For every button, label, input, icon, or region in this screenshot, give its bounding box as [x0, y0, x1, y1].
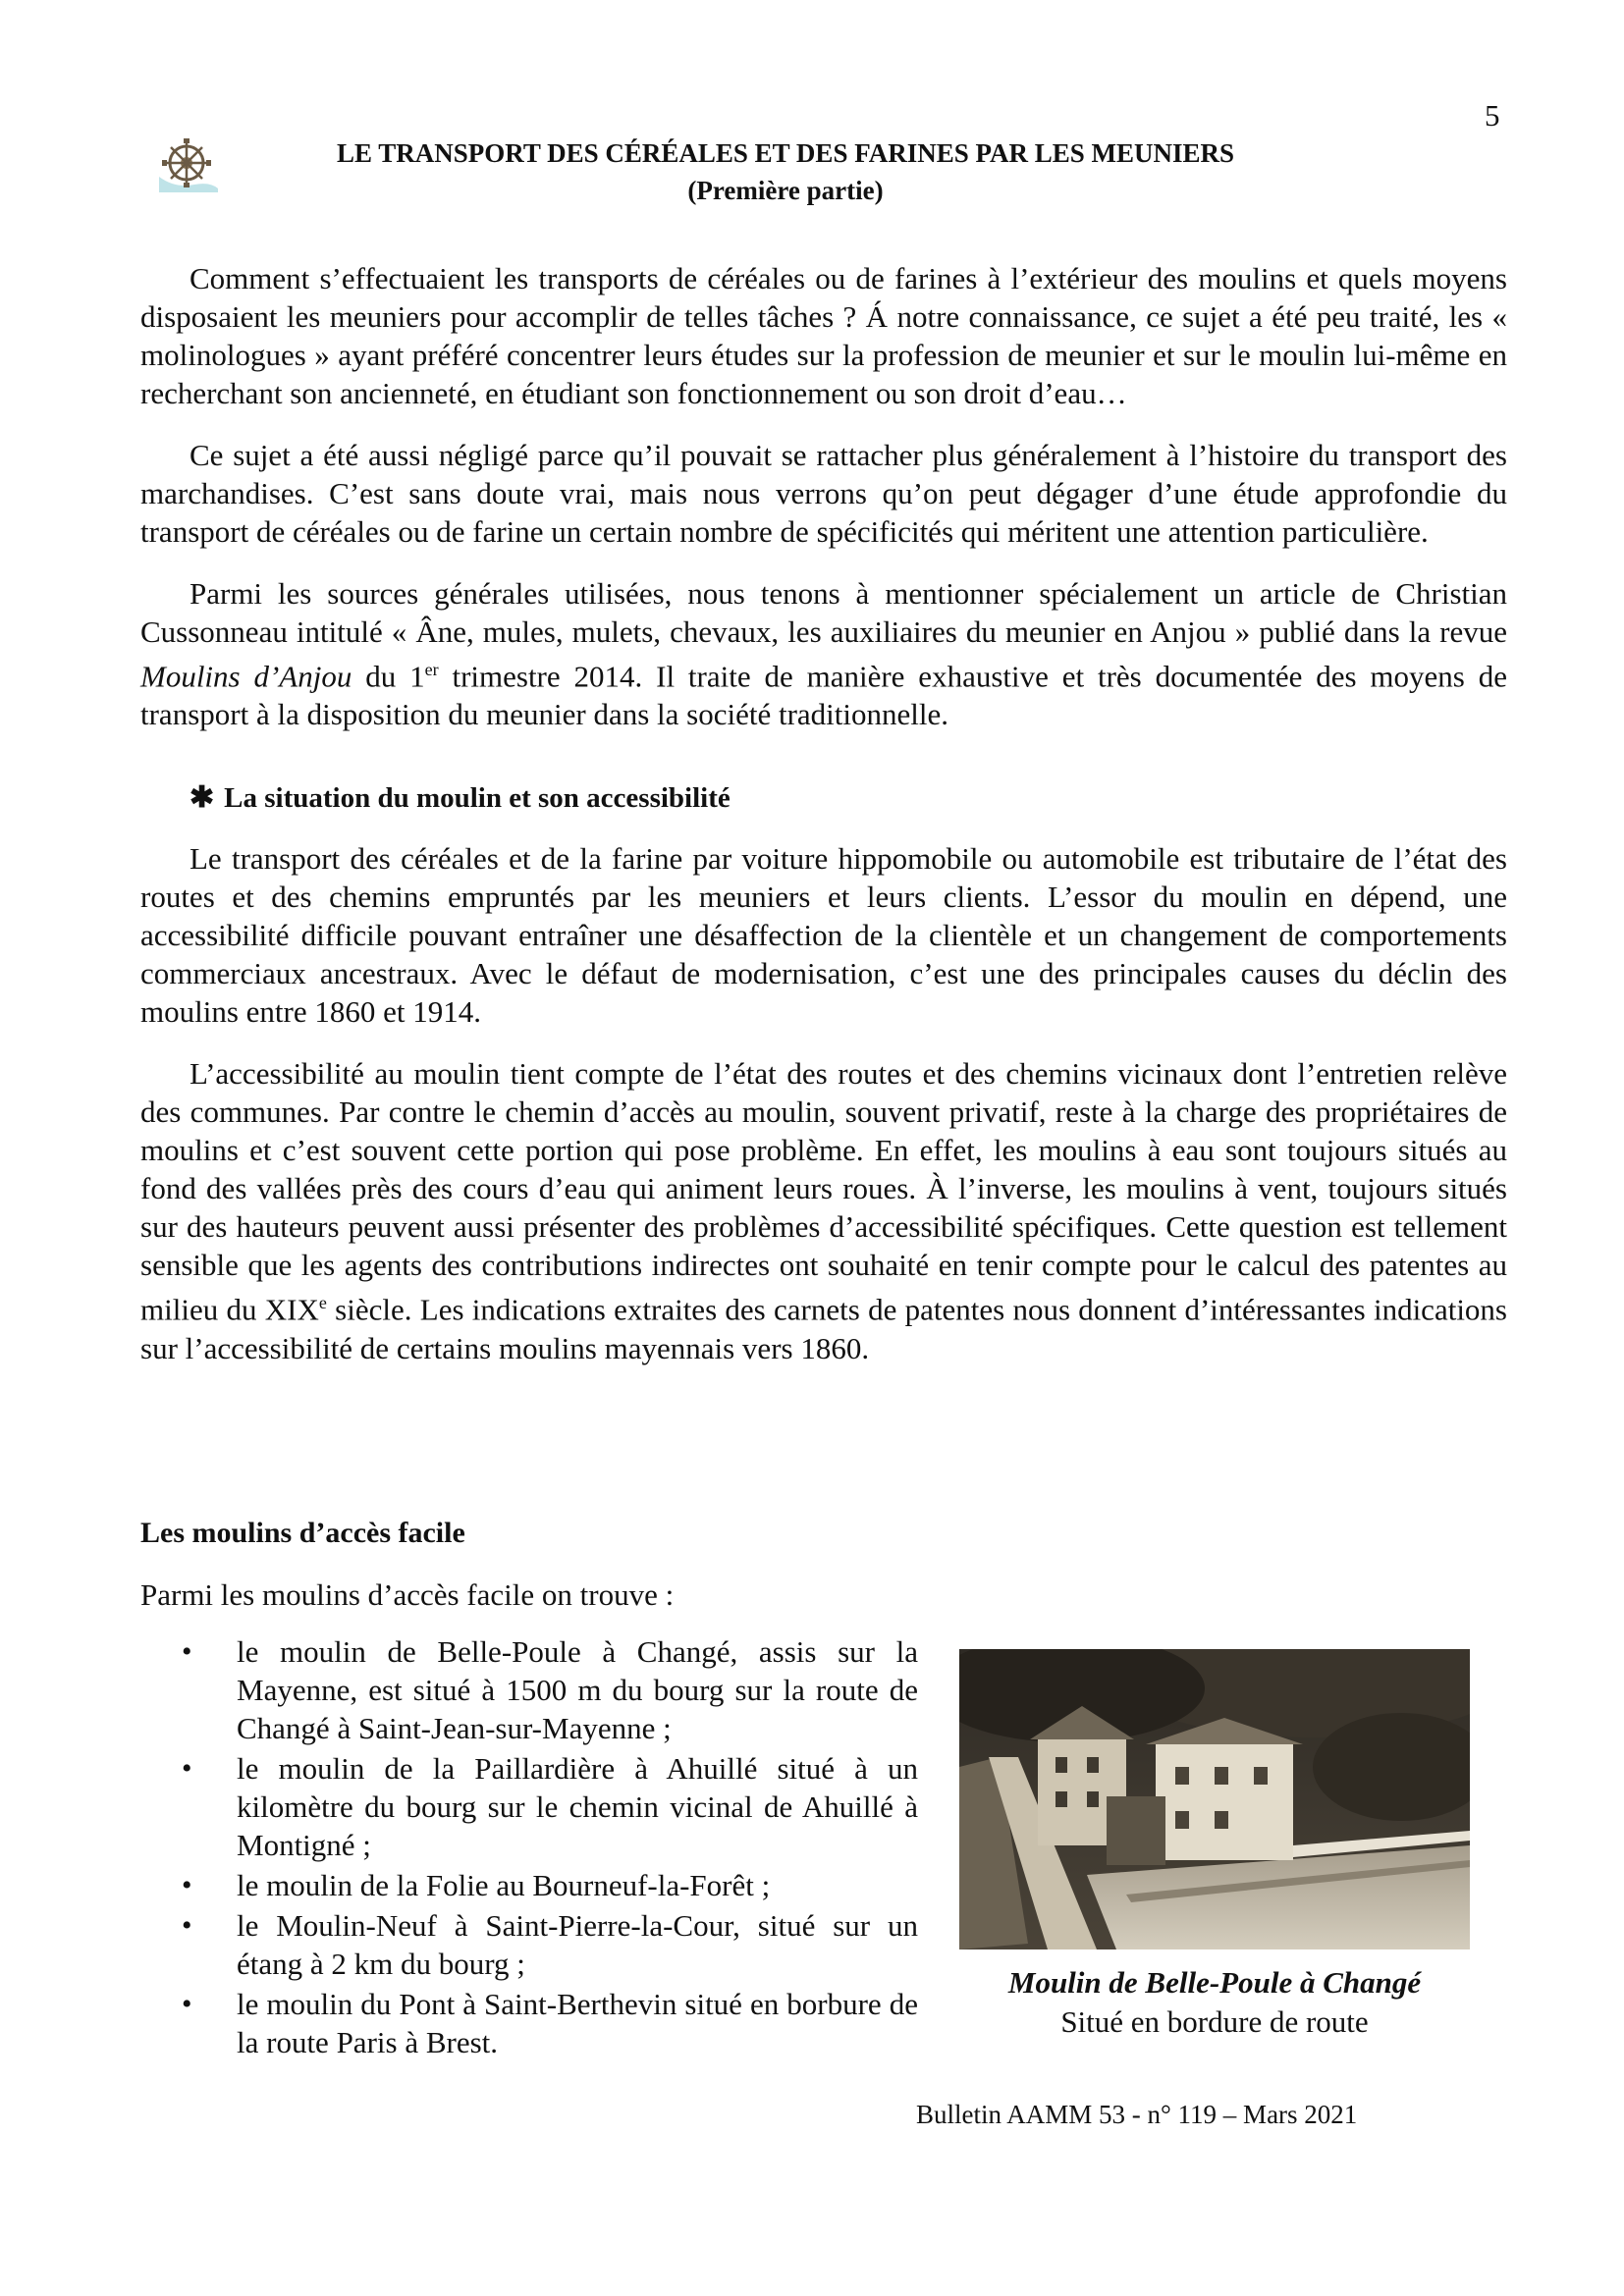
- paragraph-3-text-c: trimestre 2014. Il traite de manière exhaustive et très documentée des moyens de transport à la disposition du meunier dans la société traditionnelle.: [140, 659, 1507, 732]
- paragraph-5: [140, 1054, 1507, 1366]
- photo-caption: [959, 1963, 1470, 2042]
- page-number: 5: [1485, 98, 1500, 133]
- list-intro: Parmi les moulins d’accès facile on trouve :: [140, 1577, 675, 1612]
- list-item: • le moulin de la Folie au Bourneuf-la-Forêt ;: [172, 1866, 918, 1904]
- paragraph-5-text-b: siècle. Les indications extraites des carnets de patentes nous donnent d’intéressantes indications sur l’accessibilité de certains moulins mayennais vers 1860.: [140, 1292, 1507, 1365]
- list-item: • le Moulin-Neuf à Saint-Pierre-la-Cour, situé sur un étang à 2 km du bourg ;: [172, 1906, 918, 1983]
- list-item: • le moulin de la Paillardière à Ahuillé situé à un kilomètre du bourg sur le chemin vicinal de Ahuillé à Montigné ;: [172, 1749, 918, 1864]
- paragraph-5-text-a: L’accessibilité au moulin tient compte de l’état des routes et des chemins vicinaux dont l’entretien relève des communes. Par contre le chemin d’accès au moulin, souvent privatif, reste à la charge des propriétaires de moulins et c’est souvent cette portion qui pose problème. En effet, les moulins à eau sont toujours situés au fond des vallées près des cours d’eau qui animent leurs roues. À l’inverse, les moulins à vent, toujours situés sur des hauteurs peuvent aussi présenter des problèmes d’accessibilité spécifiques. Cette question est tellement sensible que les agents des contributions indirectes ont souhaité en tenir compte pour le calcul des patentes au milieu du: [140, 1056, 1507, 1327]
- caption-subtitle: Situé en bordure de route: [1060, 2004, 1369, 2039]
- mill-wheel-logo-icon: [155, 137, 220, 194]
- title-line-1: LE TRANSPORT DES CÉRÉALES ET DES FARINES PAR LES MEUNIERS: [336, 138, 1235, 168]
- century-numeral: XIX: [264, 1292, 319, 1327]
- caption-title: Moulin de Belle-Poule à Changé: [1007, 1965, 1422, 2000]
- ordinal-superscript: er: [424, 660, 439, 679]
- paragraph-3: [140, 574, 1507, 733]
- section-heading-text: La situation du moulin et son accessibilité: [224, 782, 731, 815]
- article-body: [140, 259, 1507, 1391]
- mill-list: [172, 1632, 918, 2063]
- journal-title: Moulins d’Anjou: [140, 659, 352, 694]
- paragraph-4: Le transport des céréales et de la farine par voiture hippomobile ou automobile est tributaire de l’état des routes et des chemins empruntés par les meuniers et leurs clients. L’essor du moulin en dépend, une accessibilité difficile pouvant entraîner une désaffection de la clientèle et un changement de comportements commerciaux ancestraux. Avec le défaut de modernisation, c’est une des principales causes du déclin des moulins entre 1860 et 1914.: [140, 841, 1507, 1030]
- paragraph-3-text-b: du 1: [352, 659, 425, 694]
- article-title: [245, 134, 1326, 209]
- title-line-2: (Première partie): [687, 176, 884, 205]
- paragraph-1: Comment s’effectuaient les transports de céréales ou de farines à l’extérieur des moulins et quels moyens disposaient les meuniers pour accomplir de telles tâches ? Á notre connaissance, ce sujet a été peu traité, les « molinologues » ayant préféré concentrer leurs études sur la profession de meunier et sur le moulin lui-même en recherchant son ancienneté, en étudiant son fonctionnement ou son droit d’eau…: [140, 261, 1507, 410]
- list-item: • le moulin du Pont à Saint-Berthevin situé en borbure de la route Paris à Brest.: [172, 1985, 918, 2061]
- asterisk-icon: ✱: [189, 781, 215, 815]
- list-item: • le moulin de Belle-Poule à Changé, assis sur la Mayenne, est situé à 1500 m du bourg sur la route de Changé à Saint-Jean-sur-Mayenne ;: [172, 1632, 918, 1747]
- section-heading: [189, 778, 1507, 818]
- paragraph-2: Ce sujet a été aussi négligé parce qu’il pouvait se rattacher plus généralement à l’histoire du transport des marchandises. C’est sans doute vrai, mais nous verrons qu’on peut dégager d’une étude approfondie du transport de céréales ou de farine un certain nombre de spécificités qui méritent une attention particulière.: [140, 438, 1507, 549]
- subsection-heading: Les moulins d’accès facile: [140, 1517, 465, 1549]
- paragraph-3-text-a: Parmi les sources générales utilisées, nous tenons à mentionner spécialement un article de Christian Cussonneau intitulé « Âne, mules, mulets, chevaux, les auxiliaires du meunier en Anjou » publié dans la revue: [140, 576, 1507, 649]
- footer-citation: Bulletin AAMM 53 - n° 119 – Mars 2021: [916, 2100, 1358, 2129]
- mill-photograph: [959, 1649, 1470, 1949]
- century-superscript: e: [318, 1293, 327, 1313]
